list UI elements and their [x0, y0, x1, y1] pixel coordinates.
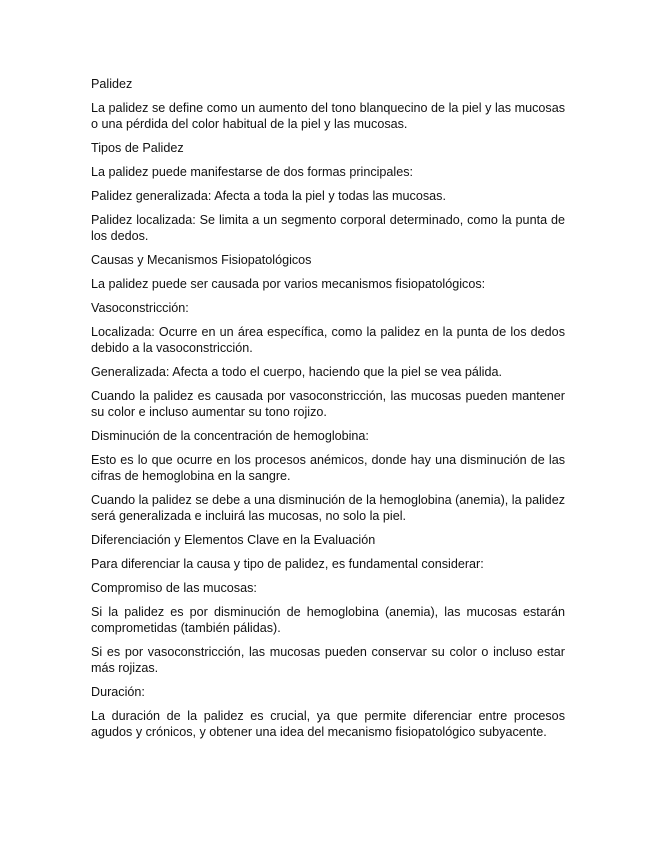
type-generalized-paragraph: Palidez generalizada: Afecta a toda la piel y todas las mucosas. [91, 189, 446, 203]
mucosa-heading: Compromiso de las mucosas: [91, 581, 257, 595]
type-localized-paragraph: Palidez localizada: Se limita a un segmento corporal determinado, como la punta de los dedos. [91, 213, 565, 243]
differentiation-intro-paragraph: Para diferenciar la causa y tipo de palidez, es fundamental considerar: [91, 557, 484, 571]
document-page [91, 76, 565, 748]
types-intro-paragraph: La palidez puede manifestarse de dos formas principales: [91, 165, 414, 179]
hemo-generalized-paragraph: Cuando la palidez se debe a una disminución de la hemoglobina (anemia), la palidez será generalizada e incluirá las mucosas, no solo la piel. [91, 493, 565, 523]
causes-heading: Causas y Mecanismos Fisiopatológicos [91, 253, 312, 267]
definition-paragraph: La palidez se define como un aumento del tono blanquecino de la piel y las mucosas o una pérdida del color habitual de la piel y las mucosas. [91, 101, 565, 131]
duration-paragraph: La duración de la palidez es crucial, ya que permite diferenciar entre procesos agudos y crónicos, y obtener una idea del mecanismo fisiopatológico subyacente. [91, 709, 565, 739]
vaso-generalized-paragraph: Generalizada: Afecta a todo el cuerpo, haciendo que la piel se vea pálida. [91, 365, 502, 379]
causes-intro-paragraph: La palidez puede ser causada por varios mecanismos fisiopatológicos: [91, 277, 486, 291]
mucosa-anemia-paragraph: Si la palidez es por disminución de hemoglobina (anemia), las mucosas estarán comprometidas (también pálidas). [91, 605, 565, 635]
hemo-anemia-paragraph: Esto es lo que ocurre en los procesos anémicos, donde hay una disminución de las cifras de hemoglobina en la sangre. [91, 453, 565, 483]
duration-heading: Duración: [91, 685, 145, 699]
vaso-localized-paragraph: Localizada: Ocurre en un área específica, como la palidez en la punta de los dedos debido a la vasoconstricción. [91, 325, 565, 355]
differentiation-heading: Diferenciación y Elementos Clave en la Evaluación [91, 533, 376, 547]
vasoconstriction-heading: Vasoconstricción: [91, 301, 189, 315]
hemoglobin-heading: Disminución de la concentración de hemoglobina: [91, 429, 369, 443]
mucosa-vaso-paragraph: Si es por vasoconstricción, las mucosas pueden conservar su color o incluso estar más rojizas. [91, 645, 565, 675]
document-title: Palidez [91, 77, 133, 91]
types-heading: Tipos de Palidez [91, 141, 184, 155]
vaso-mucosa-paragraph: Cuando la palidez es causada por vasoconstricción, las mucosas pueden mantener su color e incluso aumentar su tono rojizo. [91, 389, 565, 419]
